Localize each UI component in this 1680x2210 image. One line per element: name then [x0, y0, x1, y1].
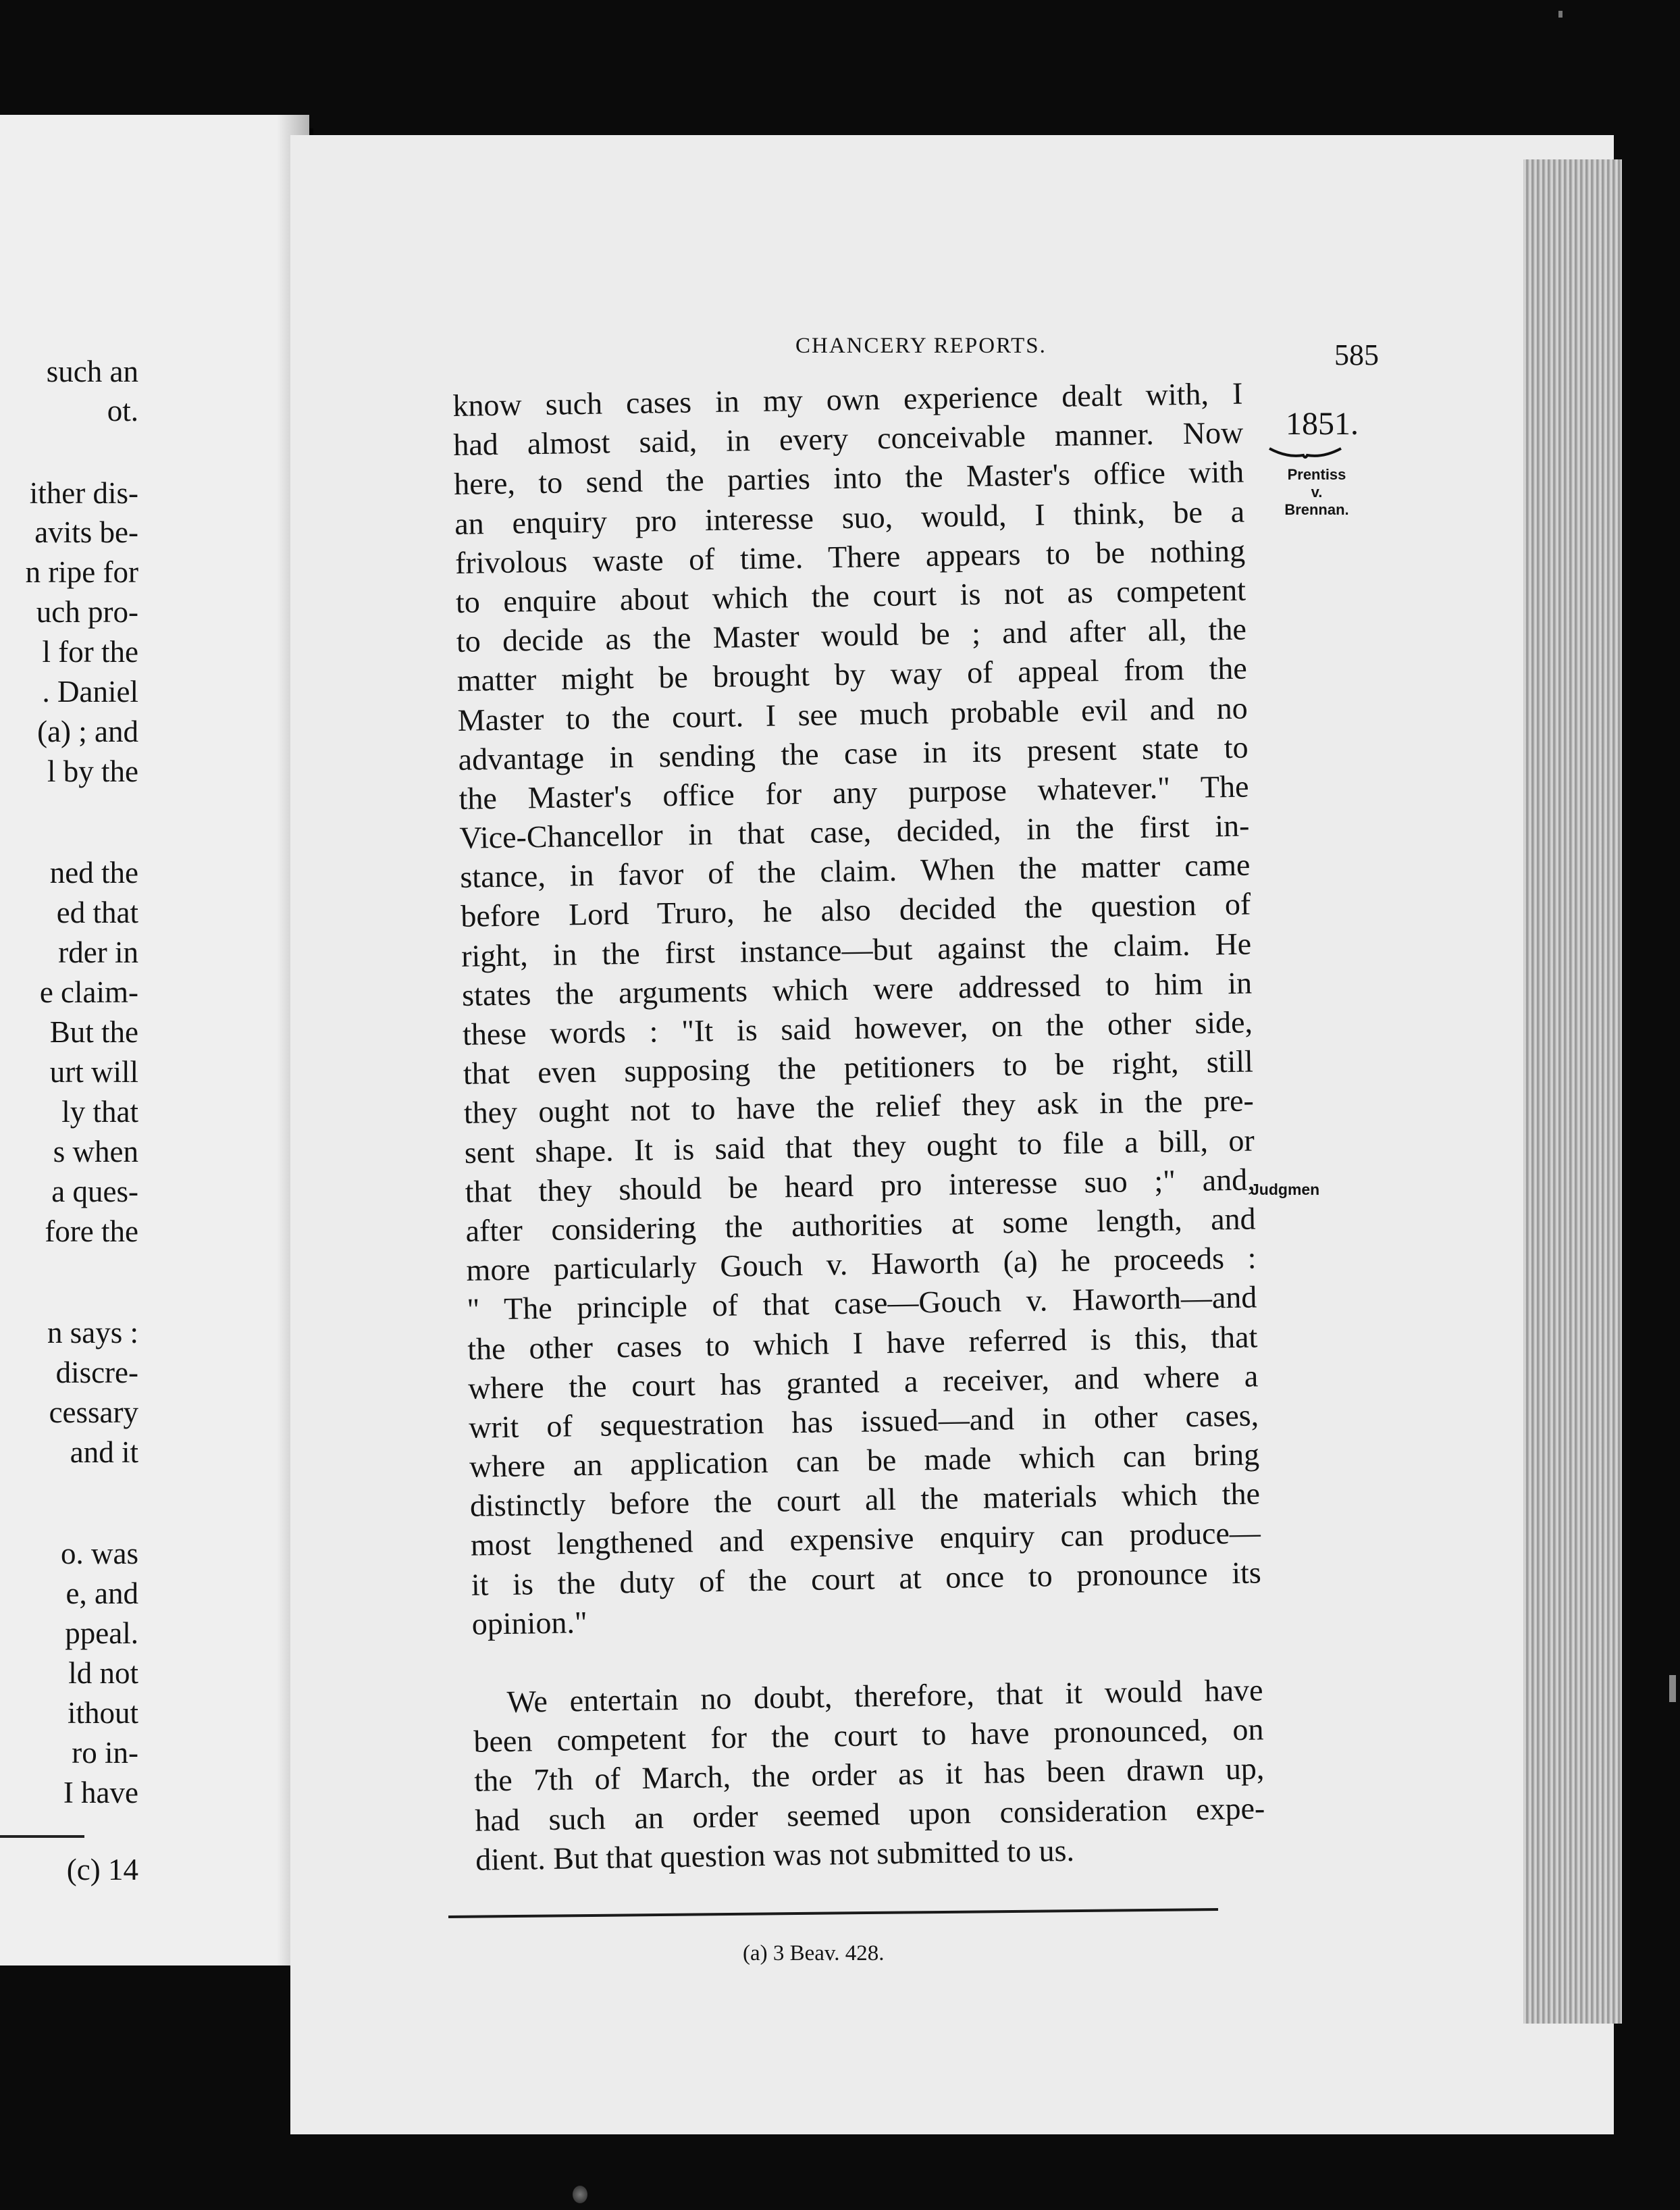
paragraph: [452, 374, 1262, 1644]
text-line: " The principle of that case—Gouch v. Haworth—and: [467, 1279, 1257, 1327]
left-page-line: and it: [70, 1435, 138, 1469]
text-line: writ of sequestration has issued—and in other cases,: [468, 1397, 1259, 1445]
left-page-line: (c) 14: [66, 1853, 138, 1886]
paragraph: [473, 1670, 1265, 1879]
text-line: right, in the first instance—but against the claim. He: [461, 926, 1252, 973]
left-page-line: avits be-: [34, 515, 138, 549]
text-line: opinion.": [471, 1604, 588, 1641]
left-page-line: ither dis-: [29, 476, 138, 510]
text-line: that even supposing the petitioners to be right, still: [463, 1044, 1254, 1091]
left-page-line: a ques-: [51, 1175, 138, 1208]
text-line: had almost said, in every conceivable manner. Now: [452, 415, 1244, 463]
text-line: know such cases in my own experience dealt with, I: [452, 376, 1243, 423]
left-page-line: n says :: [47, 1316, 138, 1350]
text-line: dient. But that question was not submitted to us.: [475, 1832, 1075, 1877]
page-number: 585: [1334, 338, 1379, 371]
text-line: before Lord Truro, he also decided the question of: [460, 886, 1251, 934]
text-line: We entertain no doubt, therefore, that it would have: [506, 1672, 1263, 1719]
left-page-line: l for the: [42, 635, 138, 669]
left-page-line: ithout: [67, 1696, 138, 1730]
text-line: advantage in sending the case in its present state to: [458, 729, 1249, 777]
text-line: been competent for the court to have pronounced, on: [473, 1712, 1264, 1759]
case-versus: v.: [1311, 484, 1323, 500]
scan-artifact: [1669, 1675, 1676, 1702]
text-line: after considering the authorities at some length, and: [465, 1201, 1256, 1248]
left-page-line: ed that: [56, 896, 138, 929]
text-line: Master to the court. I see much probable evil and no: [457, 690, 1249, 738]
text-line: most lengthened and expensive enquiry can produce—: [470, 1515, 1261, 1563]
left-page-line: discre-: [55, 1356, 138, 1389]
left-page-line: e, and: [65, 1576, 138, 1610]
text-line: these words : "It is said however, on the other side,: [462, 1004, 1253, 1052]
scan-artifact: [1558, 11, 1563, 18]
left-page-line: ld not: [68, 1656, 138, 1690]
text-line: that they should be heard pro interesse suo ;" and,: [465, 1162, 1255, 1209]
left-page-line: (a) ; and: [37, 715, 138, 748]
text-line: to enquire about which the court is not as competent: [455, 572, 1246, 619]
left-page-line: ly that: [61, 1095, 138, 1129]
left-page-line: But the: [49, 1015, 138, 1049]
text-line: Vice-Chancellor in that case, decided, in the first in-: [459, 808, 1250, 855]
left-page-line: ro in-: [72, 1736, 138, 1770]
left-page-line: o. was: [61, 1537, 138, 1570]
left-page-line: ppeal.: [65, 1616, 138, 1650]
text-line: the other cases to which I have referred is this, that: [467, 1318, 1258, 1366]
left-page-line: n ripe for: [25, 555, 138, 589]
text-line: states the arguments which were addressed to him in: [461, 965, 1253, 1012]
running-title: CHANCERY REPORTS.: [795, 334, 1047, 358]
left-page-line: ned the: [49, 856, 138, 890]
margin-case-name: [1276, 466, 1357, 519]
case-plaintiff: Prentiss: [1287, 466, 1346, 483]
body-text: [452, 374, 1266, 1880]
left-page-line: fore the: [45, 1214, 138, 1248]
text-line: where an application can be made which can bring: [469, 1437, 1260, 1484]
page-edges: [1523, 159, 1622, 2024]
text-line: sent shape. It is said that they ought to file a bill, or: [464, 1123, 1255, 1170]
text-line: to decide as the Master would be ; and after all, the: [456, 611, 1247, 659]
left-footnote-rule: [0, 1835, 84, 1838]
margin-judgment-label: Judgmen: [1251, 1181, 1320, 1198]
text-line: it is the duty of the court at once to pronounce its: [471, 1555, 1262, 1602]
text-line: matter might be brought by way of appeal from the: [456, 650, 1248, 698]
left-page-line: cessary: [49, 1395, 138, 1429]
margin-year: 1851.: [1286, 406, 1359, 442]
footnote: (a) 3 Beav. 428.: [743, 1941, 885, 1965]
text-line: an enquiry pro interesse suo, would, I think, be a: [454, 494, 1245, 541]
left-page-line: e claim-: [39, 975, 138, 1009]
left-page-line: such an: [46, 355, 138, 388]
text-line: here, to send the parties into the Master's office with: [453, 454, 1244, 502]
text-line: where the court has granted a receiver, and where a: [467, 1358, 1259, 1406]
text-line: the Master's office for any purpose whatever." The: [458, 769, 1249, 816]
left-page-line: . Daniel: [42, 675, 138, 709]
scan-artifact: [573, 2186, 587, 2203]
text-line: more particularly Gouch v. Haworth (a) he proceeds :: [466, 1240, 1257, 1287]
left-page-line: ot.: [107, 394, 138, 428]
left-page-line: I have: [63, 1776, 138, 1809]
case-defendant: Brennan.: [1284, 501, 1349, 518]
text-line: the 7th of March, the order as it has been drawn up,: [474, 1751, 1265, 1799]
left-page-line: rder in: [58, 935, 138, 969]
left-page-line: s when: [53, 1135, 138, 1168]
text-line: had such an order seemed upon consideration expe-: [474, 1790, 1265, 1838]
left-page-line: uch pro-: [36, 595, 138, 629]
left-page: [0, 115, 309, 1965]
text-line: frivolous waste of time. There appears to be nothing: [454, 533, 1246, 580]
left-page-line: urt will: [49, 1055, 138, 1089]
text-line: distinctly before the court all the materials which the: [469, 1476, 1261, 1524]
text-line: stance, in favor of the claim. When the matter came: [460, 847, 1251, 895]
text-line: they ought not to have the relief they ask in the pre-: [463, 1083, 1255, 1131]
brace-icon: [1268, 446, 1342, 462]
left-page-line: l by the: [47, 754, 138, 788]
